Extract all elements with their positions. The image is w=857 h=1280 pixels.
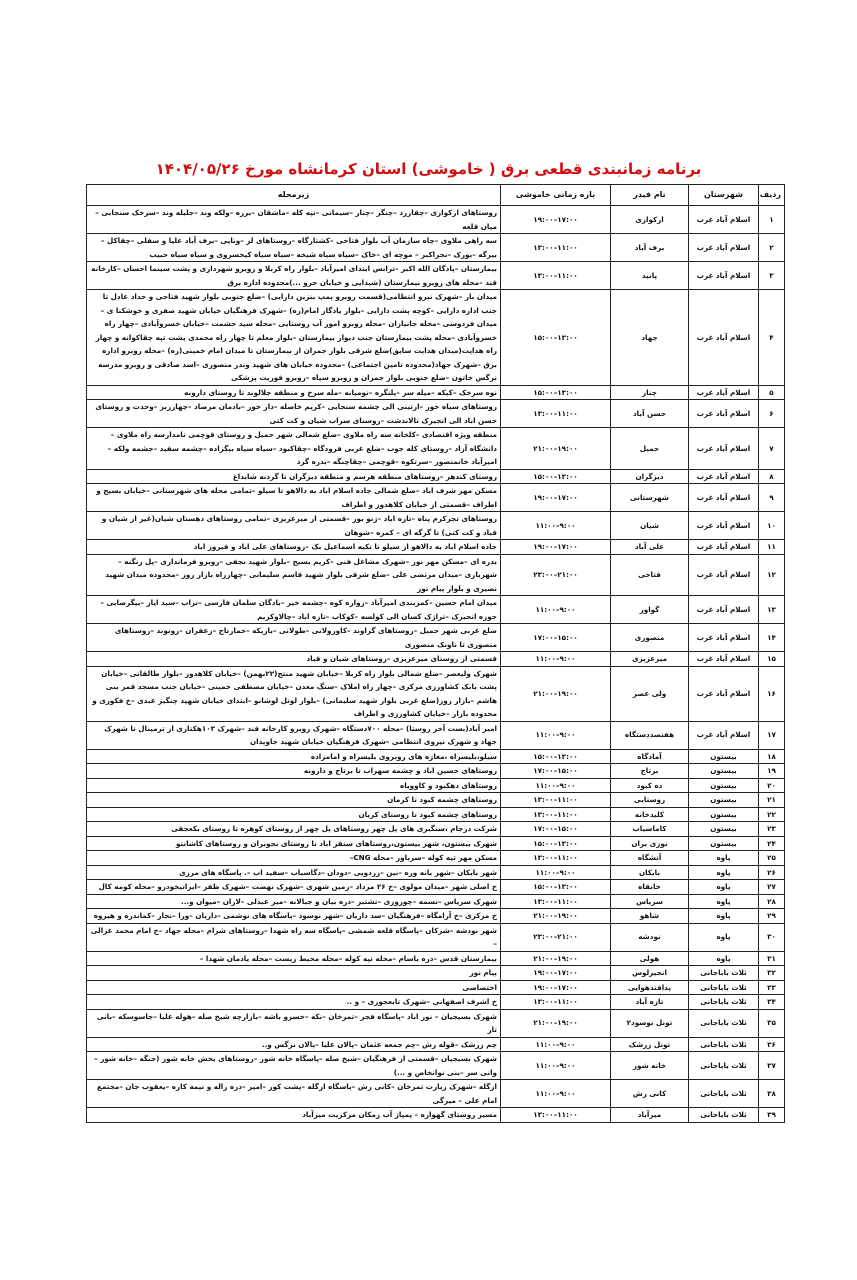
table-row bbox=[87, 749, 785, 764]
header-feeder: نام فیدر bbox=[611, 185, 689, 206]
row-number: ۱۵ bbox=[759, 652, 785, 667]
row-feeder: چنار bbox=[611, 385, 689, 400]
row-number: ۲۲ bbox=[759, 807, 785, 822]
row-area: چم زرشک –قوله رش –چم جمعه عثمان –پالان علیا –پالان نرگس و.. bbox=[87, 1037, 501, 1052]
row-time-window: ۱۳:۰۰–۱۵:۰۰ bbox=[501, 469, 611, 484]
row-time-window: ۱۹:۰۰–۲۱:۰۰ bbox=[501, 1009, 611, 1037]
row-number: ۳۶ bbox=[759, 1037, 785, 1052]
table-row bbox=[87, 880, 785, 895]
row-feeder: میرآباد bbox=[611, 1108, 689, 1123]
row-city: اسلام آباد غرب bbox=[689, 206, 759, 234]
row-city: ثلاث باباجانی bbox=[689, 1080, 759, 1108]
row-area: منطقه ویژه اقتصادی –کلخانه سه راه ملاوی –ضلع شمالی شهر حمیل و روستای قوچمی نامدارسه راه ملاوی –دانشگاه آزاد –روستای کله جوب –ضلع غربی فرودگاه –چقاکبود –سیاه سیاه بیگزاده –چشمه سفید –جشمه ولکه –امیرآباد خانمنصور –سرتکوه –قوچمی –چقاچنگه –بدره گرد bbox=[87, 428, 501, 470]
row-area: شهرک ولیعصر –ضلع شمالی بلوار راه کربلا –خیابان شهید منتج(۲۲بهمن) –خیابان کلاهدوز –بلوار طالقانی –خیابان پشت بانک کشاورزی مرکزی –چهار راه املاک –سنگ معدن –خیابان مصطفی خمینی –خیابان جنب مسجد قمر بنی هاشم –بازار روز(ضلع غربی بلوار شهید سلیمانی) –بلوار لوتل لوشانو –ابتدای خیابان شهید چنگیز عبدی –خ فکوری و محدوده بازار –خیابان کشاورزی و اطراف bbox=[87, 666, 501, 721]
row-area: ازگله –شهرک زیارت تمرخان –کانی رش –پاسگاه ازگله –پشت کور –امیر –دره زاله و نیمه کاره –یعقوب جان –مجتمع امام علی – میرگی bbox=[87, 1080, 501, 1108]
row-area: روستاهای ارکوازی –چقازرد –چنگر –چنار –سیمانی –تپه کله –ماشقان –برزه –ولکه وند –جلیله وند –سرخک سنجابی –میان قلعه bbox=[87, 206, 501, 234]
row-number: ۳۰ bbox=[759, 923, 785, 951]
table-row bbox=[87, 851, 785, 866]
row-city: اسلام آباد غرب bbox=[689, 290, 759, 386]
row-feeder: شهرستانی bbox=[611, 484, 689, 512]
row-number: ۳ bbox=[759, 262, 785, 290]
row-area: روستاهای تجرکرم پناه –تازه اباد –ژنو بور –قسمتی از میرعزیزی –تمامی روستاهای دهستان شیان(غیر از شیان و قباد و کت کتی) تا گرگه ای – کمره –شوهان bbox=[87, 512, 501, 540]
row-area: روستاهای چشمه کبود تا کرمان bbox=[87, 793, 501, 808]
table-row bbox=[87, 666, 785, 721]
table-row bbox=[87, 1052, 785, 1080]
row-time-window: ۹:۰۰–۱۱:۰۰ bbox=[501, 721, 611, 749]
row-time-window: ۹:۰۰–۱۱:۰۰ bbox=[501, 778, 611, 793]
row-area: اختصاصی bbox=[87, 980, 501, 995]
row-number: ۱ bbox=[759, 206, 785, 234]
row-number: ۱۱ bbox=[759, 540, 785, 555]
row-feeder: هفتصددستگاه bbox=[611, 721, 689, 749]
row-time-window: ۱۱:۰۰–۱۳:۰۰ bbox=[501, 1108, 611, 1123]
row-area: بیمارستان –پادگان الله اکبر –ترانس ابتدای امیرآباد –بلوار راه کربلا و روبرو شهرداری و پشت سینما احسان –کارخانه قند –محله های روبرو بیمارستان (شیدایی و خیابان حرو ...)محدوده اداره برق bbox=[87, 262, 501, 290]
row-feeder: شاهو bbox=[611, 909, 689, 924]
row-area: خ مرکزی –خ آرامگاه –فرهنگیان –سد داریان –شهر نوسود –پاسگاه های نوشمی –داریان –ورا –نجار –کماندره و هیروه bbox=[87, 909, 501, 924]
row-number: ۷ bbox=[759, 428, 785, 470]
row-area: بیمارستان قدس –دره یاسام –محله تپه کوله –محله محیط زیست –محله یادمان شهدا – bbox=[87, 951, 501, 966]
row-area: خ اشرف اصفهانی –شهرک تابعجوزی – و .. bbox=[87, 995, 501, 1010]
row-area: پیام نور bbox=[87, 966, 501, 981]
row-number: ۲۵ bbox=[759, 851, 785, 866]
row-number: ۱۹ bbox=[759, 764, 785, 779]
row-city: پاوه bbox=[689, 909, 759, 924]
outage-schedule-table bbox=[86, 184, 785, 1123]
row-feeder: جهاد bbox=[611, 290, 689, 386]
row-time-window: ۱۷:۰۰–۱۹:۰۰ bbox=[501, 484, 611, 512]
row-feeder: انجیرلوس bbox=[611, 966, 689, 981]
row-area: شهر بابکان –شهر بانه وره –نین –زردویی –دودان –دگاسیاب –سفید اب –. پاسگاه های مرزی bbox=[87, 865, 501, 880]
row-number: ۲۷ bbox=[759, 880, 785, 895]
row-area: شهرک بسیجیان – نور اباد –پاسگاه فجر –تمرخان –نکه –خسرو باشه –بازارچه شیخ صله –هوله علیا –جاسوسکه –بانی تار bbox=[87, 1009, 501, 1037]
row-area: نوه سرخک –کیکه –میله سر –پلنگره –نومیانه –مله سرخ و منطقه جلالوند تا روستای دارونه bbox=[87, 385, 501, 400]
row-number: ۴ bbox=[759, 290, 785, 386]
row-city: بیستون bbox=[689, 836, 759, 851]
row-time-window: ۱۹:۰۰–۲۱:۰۰ bbox=[501, 666, 611, 721]
row-time-window: ۹:۰۰–۱۱:۰۰ bbox=[501, 512, 611, 540]
row-time-window: ۱۷:۰۰–۱۹:۰۰ bbox=[501, 980, 611, 995]
row-feeder: نوزی بران bbox=[611, 836, 689, 851]
row-feeder: تونل نوسود۲ bbox=[611, 1009, 689, 1037]
table-row bbox=[87, 764, 785, 779]
row-time-window: ۱۵:۰۰–۱۷:۰۰ bbox=[501, 822, 611, 837]
table-row bbox=[87, 400, 785, 428]
row-time-window: ۱۷:۰۰–۱۹:۰۰ bbox=[501, 206, 611, 234]
row-city: بیستون bbox=[689, 807, 759, 822]
row-feeder: آمادگاه bbox=[611, 749, 689, 764]
row-feeder: ولی عصر bbox=[611, 666, 689, 721]
row-feeder: دیزگران bbox=[611, 469, 689, 484]
row-city: اسلام آباد غرب bbox=[689, 469, 759, 484]
table-row bbox=[87, 909, 785, 924]
table-row bbox=[87, 596, 785, 624]
table-row bbox=[87, 793, 785, 808]
row-area: قسمتی از روستای میرعزیزی –روستاهای شیان و قباد bbox=[87, 652, 501, 667]
row-number: ۲۶ bbox=[759, 865, 785, 880]
row-feeder: کانی رش bbox=[611, 1080, 689, 1108]
row-area: مسکن مهر شرف اباد –ضلع شمالی جاده اسلام اباد به دالاهو تا سیلو –تمامی محله های شهرستانی –خیابان بسیج و اطراف –قسمتی از خیابان کلاهدوز و اطراف bbox=[87, 484, 501, 512]
row-area: میدان امام حسین –کمربندی امیرآباد –زواره کوه –چشمه خیر –بادگان سلمان فارسی –تراب –سید ایاز –بیگرضایی –جوزه انجیرک –تراژک کسان الی کولسه –کوکاب –تازه اباد –چالاوکریم bbox=[87, 596, 501, 624]
row-time-window: ۹:۰۰–۱۱:۰۰ bbox=[501, 596, 611, 624]
table-row bbox=[87, 721, 785, 749]
row-area: شهر نودشه –شرکان –پاسگاه قلعه شمشی –پاسگاه سه راه شهدا –روستاهای شرام –محله جهاد –خ امام محمد غزالی – bbox=[87, 923, 501, 951]
row-time-window: ۹:۰۰–۱۱:۰۰ bbox=[501, 652, 611, 667]
table-row bbox=[87, 995, 785, 1010]
table-body bbox=[87, 206, 785, 1123]
row-area: سیلو،بلیسراه ،مغازه های روبروی بلیسراه و امامزاده bbox=[87, 749, 501, 764]
row-area: روستای کندهر –روستاهای منطقه هرسم و منطقه دیزگران تا گردنه شابداغ bbox=[87, 469, 501, 484]
row-number: ۲۹ bbox=[759, 909, 785, 924]
row-number: ۱۸ bbox=[759, 749, 785, 764]
row-feeder: حمیل bbox=[611, 428, 689, 470]
row-area: جاده اسلام اباد به دالاهو از سیلو تا تکیه اسماعیل بک –روستاهای علی اباد و فیروز اباد bbox=[87, 540, 501, 555]
row-city: بیستون bbox=[689, 822, 759, 837]
row-number: ۲۱ bbox=[759, 793, 785, 808]
row-city: پاوه bbox=[689, 865, 759, 880]
table-row bbox=[87, 206, 785, 234]
table-row bbox=[87, 822, 785, 837]
table-row bbox=[87, 894, 785, 909]
row-area: خ اصلی شهر –میدان مولوی –خ ۲۶ مرداد –زمین شهری –شهرک نهضت –شهرک ظفر –ابراتیخودرو –محله کومه کال bbox=[87, 880, 501, 895]
row-feeder: کلیدخانه bbox=[611, 807, 689, 822]
row-area: روستاهای حسین اباد و چشمه سهراب تا برتاج و دارونه bbox=[87, 764, 501, 779]
row-time-window: ۱۵:۰۰–۱۷:۰۰ bbox=[501, 624, 611, 652]
row-number: ۲۸ bbox=[759, 894, 785, 909]
row-feeder: ده کبود bbox=[611, 778, 689, 793]
row-time-window: ۱۷:۰۰–۱۹:۰۰ bbox=[501, 540, 611, 555]
row-area: امیر آباد(بست آخر روستا) –محله ۷۰۰دستگاه –شهرک روبرو کارخانه قند –شهرک ۱۰۳هکتاری از ترمینال تا شهرک جهاد و شهرک نیروی انتظامی –شهرک فرهنگیان خیابان شهید جاویدان bbox=[87, 721, 501, 749]
row-city: اسلام آباد غرب bbox=[689, 428, 759, 470]
row-time-window: ۹:۰۰–۱۱:۰۰ bbox=[501, 1037, 611, 1052]
table-row bbox=[87, 428, 785, 470]
row-city: ثلاث باباجانی bbox=[689, 1108, 759, 1123]
row-feeder: آتشگاه bbox=[611, 851, 689, 866]
table-row bbox=[87, 262, 785, 290]
row-area: روستاهای سیاه خور –ارتینی الی چشمه سنجابی –کریم خاصله –دار خور –بادمان مرصاد –چهارزبر –وحدت و روستای حسن اباد الی انجیرک تالاندشت –روستای سراب شیان و کت کتی bbox=[87, 400, 501, 428]
table-row bbox=[87, 540, 785, 555]
row-number: ۳۲ bbox=[759, 966, 785, 981]
row-number: ۲۴ bbox=[759, 836, 785, 851]
row-feeder: حسن آباد bbox=[611, 400, 689, 428]
table-row bbox=[87, 234, 785, 262]
row-area: شهرک بیستون، شهر بیستون،روستاهای سنقر اباد تا روستای نجوبران و روستاهای کاشانتو bbox=[87, 836, 501, 851]
row-area: شهرک بسیجیان –قسمتی از فرهنگیان –شیخ صله –پاسگاه خانه شور –روستاهای بخش خانه شور (جنگه –خانه شور –وانی سر –بنی نوانخاص و ...) bbox=[87, 1052, 501, 1080]
row-time-window: ۱۱:۰۰–۱۳:۰۰ bbox=[501, 793, 611, 808]
row-number: ۲۰ bbox=[759, 778, 785, 793]
row-time-window: ۱۱:۰۰–۱۳:۰۰ bbox=[501, 995, 611, 1010]
table-row bbox=[87, 865, 785, 880]
row-feeder: پانید bbox=[611, 262, 689, 290]
row-city: اسلام آباد غرب bbox=[689, 540, 759, 555]
row-time-window: ۱۳:۰۰–۱۵:۰۰ bbox=[501, 880, 611, 895]
row-time-window: ۹:۰۰–۱۱:۰۰ bbox=[501, 1080, 611, 1108]
row-feeder: علی آباد bbox=[611, 540, 689, 555]
row-number: ۱۷ bbox=[759, 721, 785, 749]
row-area: سه راهی ملاوی –چاه سازمان آب بلوار فتاحی –کشتارگاه –روستاهای لر –ونایی –برف آباد علیا و سفلی –چقاکل –بیرگه –بورک –نجراکبر – موچه ای –خاک –سیاه سیاه شیخه –سیاه سیاه کیخسروی و سیاه سیاه حبیب bbox=[87, 234, 501, 262]
page-title: برنامه زمانبندی قطعی برق ( خاموشی) استان کرمانشاه مورخ ۱۴۰۴/۰۵/۲۶ bbox=[155, 160, 702, 178]
row-city: اسلام آباد غرب bbox=[689, 262, 759, 290]
row-feeder: برف آباد bbox=[611, 234, 689, 262]
row-number: ۳۵ bbox=[759, 1009, 785, 1037]
table-row bbox=[87, 778, 785, 793]
row-city: اسلام آباد غرب bbox=[689, 721, 759, 749]
row-city: بیستون bbox=[689, 778, 759, 793]
row-feeder: کاماسیاب bbox=[611, 822, 689, 837]
row-time-window: ۱۳:۰۰–۱۵:۰۰ bbox=[501, 290, 611, 386]
row-feeder: روستایی bbox=[611, 793, 689, 808]
table-row bbox=[87, 385, 785, 400]
row-number: ۳۱ bbox=[759, 951, 785, 966]
row-city: اسلام آباد غرب bbox=[689, 666, 759, 721]
table-row bbox=[87, 652, 785, 667]
row-city: اسلام آباد غرب bbox=[689, 484, 759, 512]
row-area: ضلع غربی شهر حمیل –روستاهای گراوند –کاورولانی –طولانی –باریکه –خمارتاج –زعفران –رونوند –روستاهای منصوری تا ناونک منصوری bbox=[87, 624, 501, 652]
row-city: پاوه bbox=[689, 923, 759, 951]
row-city: اسلام آباد غرب bbox=[689, 554, 759, 596]
row-area: مسیر روستای گهواره – پمپاژ آب زمکان مرکزیت میرآباد bbox=[87, 1108, 501, 1123]
row-number: ۲۳ bbox=[759, 822, 785, 837]
row-time-window: ۲۱:۰۰–۲۳:۰۰ bbox=[501, 923, 611, 951]
table-row bbox=[87, 624, 785, 652]
row-number: ۳۷ bbox=[759, 1052, 785, 1080]
row-city: پاوه bbox=[689, 894, 759, 909]
row-feeder: سریاس bbox=[611, 894, 689, 909]
row-city: اسلام آباد غرب bbox=[689, 234, 759, 262]
row-time-window: ۱۷:۰۰–۱۹:۰۰ bbox=[501, 966, 611, 981]
table-row bbox=[87, 469, 785, 484]
row-feeder: ارکوازی bbox=[611, 206, 689, 234]
row-area: میدان بار –شهرک نیرو انتظامی(قسمت روبرو پمپ بنزین دارایی) –ضلع جنوبی بلوار شهید فتاحی و حداد عادل تا جنب اداره دارایی –کوچه پشت دارایی –بلوار یادگار امام(ره) –شهرک فرهنگیان خیابان شهید صفری و خوشکنا ی –میدان فردوسی –محله جانبازان –محله روبرو امور آب روستایی –محله سید حشمت –خیابان خسروآبادی –چهار راه خسروآبادی –محله پشت بیمارستان جنب دیوار بیمارستان –بلوار معلم تا چهار راه محمدی پشت تپه چقاکوانه و چهار راه هدایت(میدان هدایت سابق)ضلع شرقی بلوار جمران از بیمارستان تا میدان امام خمینی(ره) –محله روبرو اداره برق –شهرک جهاد(محدوده تامین اجتماعی) –محدوده خیابان های شهید وندر منصوری –اسد صادقی و روبرو مدرسه نرگس خاتون –ضلع جنوبی بلوار جمران و روبرو سپاه –روبرو فوریت پزشکی bbox=[87, 290, 501, 386]
row-time-window: ۱۱:۰۰–۱۳:۰۰ bbox=[501, 851, 611, 866]
row-feeder: گواور bbox=[611, 596, 689, 624]
row-time-window: ۱۱:۰۰–۱۳:۰۰ bbox=[501, 400, 611, 428]
row-number: ۳۹ bbox=[759, 1108, 785, 1123]
row-number: ۶ bbox=[759, 400, 785, 428]
row-feeder: شیان bbox=[611, 512, 689, 540]
row-city: بیستون bbox=[689, 764, 759, 779]
row-time-window: ۲۱:۰۰–۲۳:۰۰ bbox=[501, 554, 611, 596]
row-city: ثلاث باباجانی bbox=[689, 966, 759, 981]
row-time-window: ۱۱:۰۰–۱۳:۰۰ bbox=[501, 262, 611, 290]
row-feeder: هولی bbox=[611, 951, 689, 966]
row-number: ۲ bbox=[759, 234, 785, 262]
row-time-window: ۱۱:۰۰–۱۳:۰۰ bbox=[501, 894, 611, 909]
row-time-window: ۱۳:۰۰–۱۵:۰۰ bbox=[501, 385, 611, 400]
row-number: ۳۸ bbox=[759, 1080, 785, 1108]
row-feeder: برتاج bbox=[611, 764, 689, 779]
row-feeder: تونل زرشک bbox=[611, 1037, 689, 1052]
row-number: ۱۴ bbox=[759, 624, 785, 652]
table-row bbox=[87, 512, 785, 540]
table-row bbox=[87, 290, 785, 386]
row-number: ۸ bbox=[759, 469, 785, 484]
table-row bbox=[87, 836, 785, 851]
row-area: بدره ای –مسکن مهر نور –شهرک مشاغل فنی –کریم بسیج –بلوار شهید نجفی –روبرو فرمانداری –پل زنگنه –شهربازی –میدان مرتضی علی –ضلع شرقی بلوار شهید قاسم سلیمانی –چهارراه بازار روز –محدوده میدان شهید نصیری و بلوار پیام نور bbox=[87, 554, 501, 596]
header-time: بازه زمانی خاموشی bbox=[501, 185, 611, 206]
row-area: شهرک سریاس –نسمه –چوروزی –تشتبر –دره بیان و جبالانه –میر عبدلی –لاران –میوان و... bbox=[87, 894, 501, 909]
row-city: اسلام آباد غرب bbox=[689, 400, 759, 428]
table-row bbox=[87, 484, 785, 512]
row-feeder: میرعزیزی bbox=[611, 652, 689, 667]
row-city: اسلام آباد غرب bbox=[689, 512, 759, 540]
header-area: زیرمحله bbox=[87, 185, 501, 206]
row-area: مسکن مهر تپه کوله –سرباور –محله CNG– bbox=[87, 851, 501, 866]
row-city: پاوه bbox=[689, 951, 759, 966]
table-row bbox=[87, 1037, 785, 1052]
row-number: ۳۳ bbox=[759, 980, 785, 995]
row-time-window: ۱۹:۰۰–۲۱:۰۰ bbox=[501, 428, 611, 470]
row-feeder: خانه شور bbox=[611, 1052, 689, 1080]
row-feeder: تازه آباد bbox=[611, 995, 689, 1010]
table-row bbox=[87, 923, 785, 951]
row-area: شرکت درجام ،سنگبری های پل چهر روستاهای پل چهر از روستای کوهره تا روستای بکعجقی bbox=[87, 822, 501, 837]
row-time-window: ۹:۰۰–۱۱:۰۰ bbox=[501, 1052, 611, 1080]
table-row bbox=[87, 807, 785, 822]
table-row bbox=[87, 554, 785, 596]
table-row bbox=[87, 951, 785, 966]
row-feeder: نودشه bbox=[611, 923, 689, 951]
row-number: ۱۲ bbox=[759, 554, 785, 596]
row-time-window: ۱۹:۰۰–۲۱:۰۰ bbox=[501, 951, 611, 966]
row-feeder: خانقاه bbox=[611, 880, 689, 895]
table-row bbox=[87, 966, 785, 981]
row-city: پاوه bbox=[689, 880, 759, 895]
row-city: اسلام آباد غرب bbox=[689, 652, 759, 667]
header-city: شهرستان bbox=[689, 185, 759, 206]
row-feeder: بابکان bbox=[611, 865, 689, 880]
row-city: اسلام آباد غرب bbox=[689, 624, 759, 652]
row-city: ثلاث باباجانی bbox=[689, 980, 759, 995]
row-number: ۱۰ bbox=[759, 512, 785, 540]
row-time-window: ۱۱:۰۰–۱۳:۰۰ bbox=[501, 234, 611, 262]
row-city: بیستون bbox=[689, 749, 759, 764]
table-row bbox=[87, 1009, 785, 1037]
row-feeder: فتاحی bbox=[611, 554, 689, 596]
row-time-window: ۱۳:۰۰–۱۵:۰۰ bbox=[501, 836, 611, 851]
row-area: روستاهای دهکبود و کاووباه bbox=[87, 778, 501, 793]
row-time-window: ۹:۰۰–۱۱:۰۰ bbox=[501, 865, 611, 880]
table-row bbox=[87, 1108, 785, 1123]
row-time-window: ۱۳:۰۰–۱۵:۰۰ bbox=[501, 749, 611, 764]
table-row bbox=[87, 980, 785, 995]
row-number: ۵ bbox=[759, 385, 785, 400]
row-city: ثلاث باباجانی bbox=[689, 1037, 759, 1052]
row-feeder: پدافندهوایی bbox=[611, 980, 689, 995]
row-city: اسلام آباد غرب bbox=[689, 596, 759, 624]
row-time-window: ۱۱:۰۰–۱۳:۰۰ bbox=[501, 807, 611, 822]
row-number: ۱۳ bbox=[759, 596, 785, 624]
row-city: ثلاث باباجانی bbox=[689, 1052, 759, 1080]
row-time-window: ۱۵:۰۰–۱۷:۰۰ bbox=[501, 764, 611, 779]
row-area: روستاهای چشمه کبود تا روستای کریان bbox=[87, 807, 501, 822]
table-header-row bbox=[87, 185, 785, 206]
table-row bbox=[87, 1080, 785, 1108]
row-feeder: منصوری bbox=[611, 624, 689, 652]
row-number: ۱۶ bbox=[759, 666, 785, 721]
row-city: ثلاث باباجانی bbox=[689, 995, 759, 1010]
row-city: اسلام آباد غرب bbox=[689, 385, 759, 400]
row-time-window: ۱۹:۰۰–۲۱:۰۰ bbox=[501, 909, 611, 924]
row-city: بیستون bbox=[689, 793, 759, 808]
row-city: ثلاث باباجانی bbox=[689, 1009, 759, 1037]
header-num: ردیف bbox=[759, 185, 785, 206]
row-city: پاوه bbox=[689, 851, 759, 866]
row-number: ۹ bbox=[759, 484, 785, 512]
row-number: ۳۴ bbox=[759, 995, 785, 1010]
